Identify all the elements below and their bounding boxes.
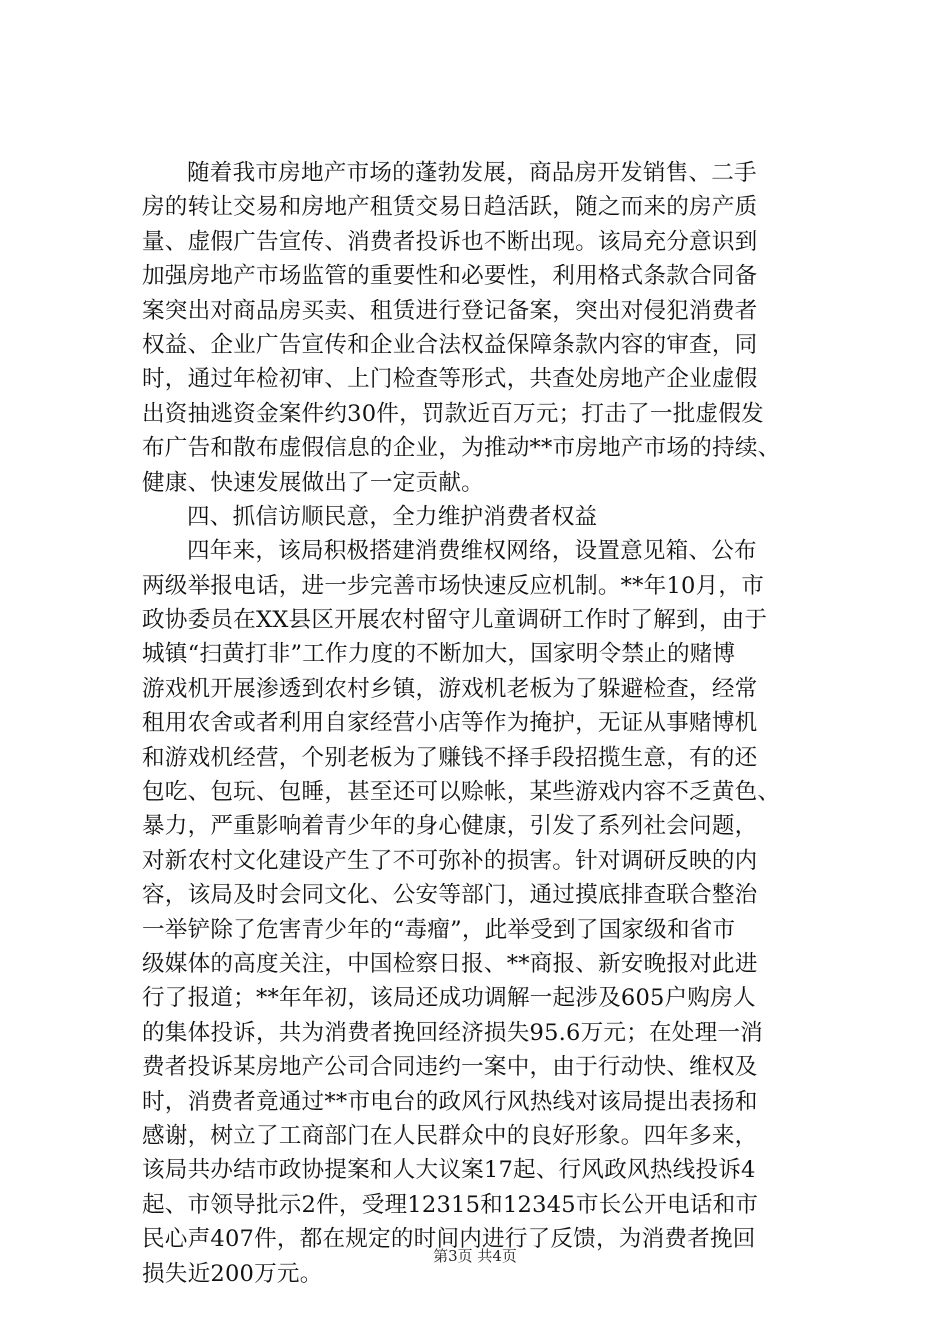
- paragraph-line: 租用农舍或者利用自家经营小店等作为掩护，无证从事赌博机: [142, 710, 758, 737]
- document-body: [142, 156, 842, 1291]
- paragraph-line: 级媒体的高度关注，中国检察日报、**商报、新安晚报对此进: [142, 950, 758, 977]
- paragraph-line: 容，该局及时会同文化、公安等部门，通过摸底排查联合整治: [142, 882, 758, 909]
- paragraph-line: 行了报道；**年年初，该局还成功调解一起涉及605户购房人: [142, 985, 756, 1012]
- paragraph-line: 布广告和散布虚假信息的企业，为推动**市房地产市场的持续、: [142, 435, 781, 462]
- paragraph-line: 对新农村文化建设产生了不可弥补的损害。针对调研反映的内: [142, 847, 758, 874]
- paragraph-line: 的集体投诉，共为消费者挽回经济损失95.6万元；在处理一消: [142, 1019, 763, 1046]
- paragraph-line: 政协委员在XX县区开展农村留守儿童调研工作时了解到，由于: [142, 607, 768, 634]
- section-heading: 四、抓信访顺民意，全力维护消费者权益: [187, 503, 598, 530]
- paragraph-line: 该局共办结市政协提案和人大议案17起、行风政风热线投诉4: [142, 1157, 756, 1184]
- paragraph-line: 房的转让交易和房地产租赁交易日趋活跃，随之而来的房产质: [142, 194, 758, 221]
- paragraph-line: 案突出对商品房买卖、租赁进行登记备案，突出对侵犯消费者: [142, 297, 758, 324]
- paragraph-line: 起、市领导批示2件，受理12315和12345市长公开电话和市: [142, 1191, 759, 1218]
- paragraph-line: 费者投诉某房地产公司合同违约一案中，由于行动快、维权及: [142, 1054, 758, 1081]
- paragraph-line: 量、虚假广告宣传、消费者投诉也不断出现。该局充分意识到: [142, 228, 758, 255]
- paragraph-line: 损失近200万元。: [142, 1260, 323, 1287]
- paragraph-line: 四年来，该局积极搭建消费维权网络，设置意见箱、公布: [187, 538, 757, 565]
- paragraph-line: 出资抽逃资金案件约30件，罚款近百万元；打击了一批虚假发: [142, 400, 764, 427]
- paragraph-line: 感谢，树立了工商部门在人民群众中的良好形象。四年多来，: [142, 1122, 758, 1149]
- paragraph-line: 游戏机开展渗透到农村乡镇，游戏机老板为了躲避检查，经常: [142, 675, 758, 702]
- paragraph-line: 权益、企业广告宣传和企业合法权益保障条款内容的审查，同: [142, 331, 758, 358]
- page-number-footer: 第3页 共4页: [433, 1247, 517, 1265]
- paragraph-line: 健康、快速发展做出了一定贡献。: [142, 469, 484, 496]
- paragraph-line: 时，通过年检初审、上门检查等形式，共查处房地产企业虚假: [142, 366, 758, 393]
- paragraph-line: 随着我市房地产市场的蓬勃发展，商品房开发销售、二手: [187, 160, 757, 186]
- paragraph-line: 一举铲除了危害青少年的“毒瘤”，此举受到了国家级和省市: [142, 916, 736, 943]
- paragraph-line: 包吃、包玩、包睡，甚至还可以赊帐，某些游戏内容不乏黄色、: [142, 779, 781, 806]
- paragraph-line: 两级举报电话，进一步完善市场快速反应机制。**年10月，市: [142, 572, 764, 599]
- paragraph-line: 和游戏机经营，个别老板为了赚钱不择手段招揽生意，有的还: [142, 744, 758, 771]
- paragraph-line: 时，消费者竟通过**市电台的政风行风热线对该局提出表扬和: [142, 1088, 758, 1115]
- paragraph-line: 暴力，严重影响着青少年的身心健康，引发了系列社会问题，: [142, 813, 758, 840]
- paragraph-line: 民心声407件，都在规定的时间内进行了反馈，为消费者挽回: [142, 1226, 756, 1253]
- paragraph-line: 加强房地产市场监管的重要性和必要性，利用格式条款合同备: [142, 263, 758, 290]
- paragraph-line: 城镇“扫黄打非”工作力度的不断加大，国家明令禁止的赌博: [142, 641, 736, 668]
